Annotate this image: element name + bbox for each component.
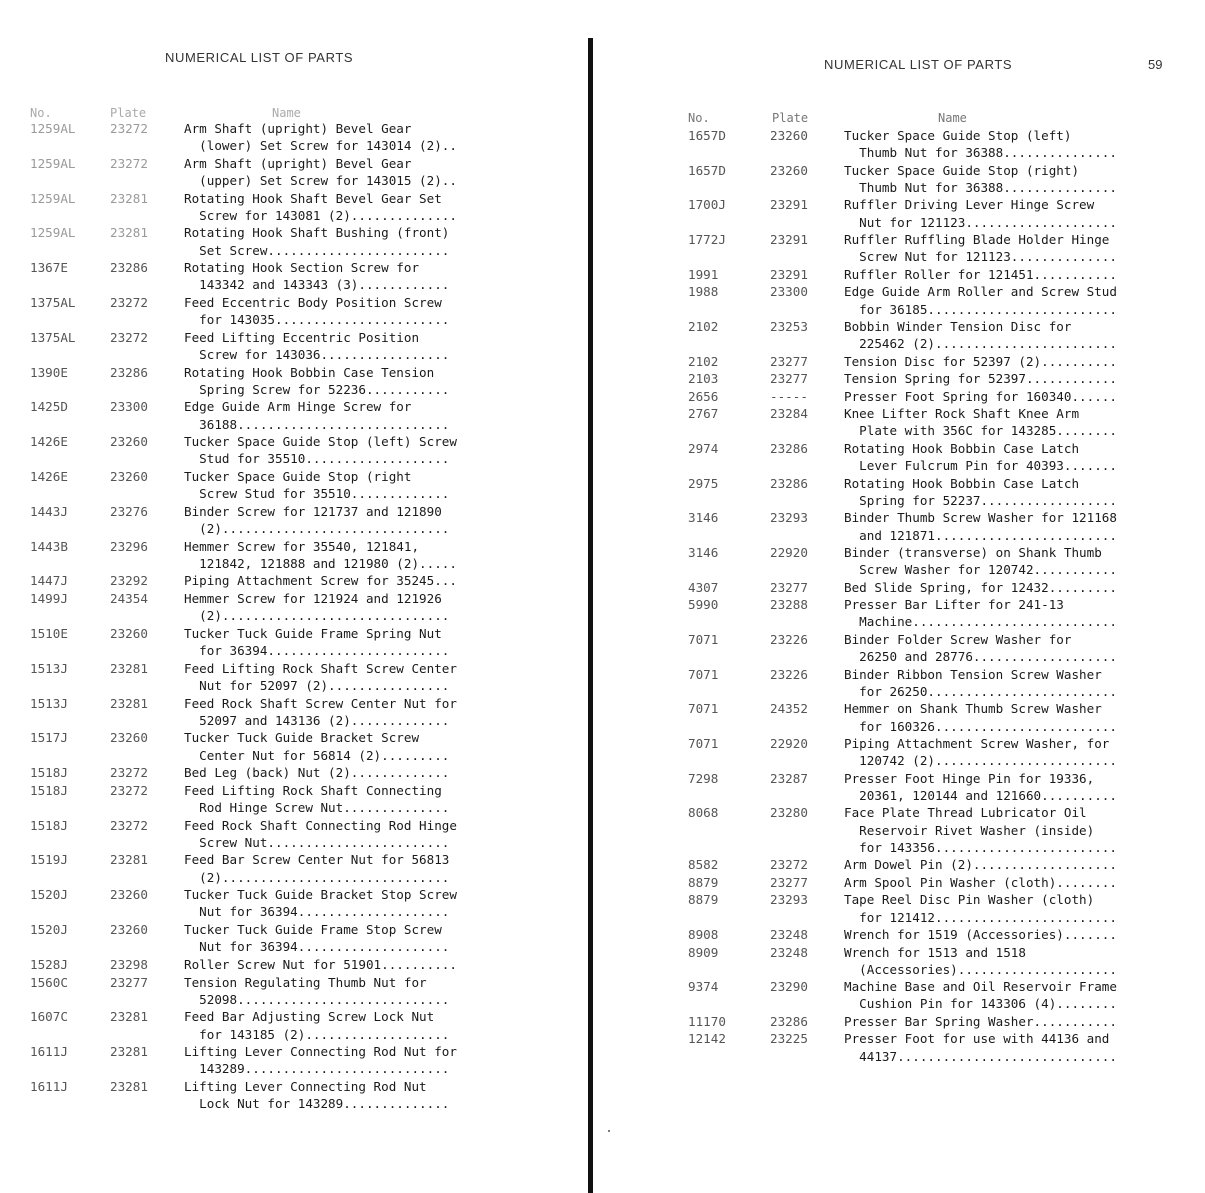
part-name: Ruffler Driving Lever Hinge Screw Nut for 121123....................	[844, 197, 1117, 230]
part-number: 2102	[688, 353, 719, 369]
part-name: Piping Attachment Screw Washer, for 120742 (2)........................	[844, 736, 1117, 769]
left-part-entry	[30, 921, 550, 955]
plate-number: 23260	[110, 730, 148, 746]
left-part-entry	[30, 294, 550, 328]
part-number: 5990	[688, 597, 719, 613]
part-number: 2974	[688, 440, 719, 456]
part-name: Lifting Lever Connecting Rod Nut for 143289...........................	[184, 1044, 457, 1077]
plate-number: -----	[770, 388, 808, 404]
plate-number: 23290	[770, 979, 808, 995]
part-name: Feed Bar Screw Center Nut for 56813 (2)..............................	[184, 852, 450, 885]
right-part-entry	[688, 283, 1188, 317]
right-part-entry	[688, 405, 1188, 439]
part-number: 1426E	[30, 469, 68, 484]
part-name: Feed Rock Shaft Screw Center Nut for 52097 and 143136 (2).............	[184, 695, 457, 728]
left-part-entry	[30, 729, 550, 763]
plate-number: 23281	[110, 1078, 148, 1094]
part-name: Machine Base and Oil Reservoir Frame Cushion Pin for 143306 (4)........	[844, 979, 1117, 1012]
right-part-entry	[688, 266, 1188, 283]
plate-number: 23293	[770, 892, 808, 908]
right-part-entry	[688, 1030, 1188, 1064]
part-name: Arm Spool Pin Washer (cloth)........	[844, 874, 1117, 890]
right-page	[596, 0, 1205, 1193]
right-part-entry	[688, 856, 1188, 873]
right-part-entry	[688, 127, 1188, 161]
part-number: 9374	[688, 979, 719, 995]
right-part-entry	[688, 944, 1188, 978]
part-number: 1513J	[30, 660, 68, 676]
part-number: 1607C	[30, 1009, 68, 1025]
plate-number: 23272	[110, 155, 148, 171]
part-name: Hemmer Screw for 35540, 121841, 121842, 121888 and 121980 (2).....	[184, 538, 457, 571]
part-number: 11170	[688, 1013, 726, 1029]
left-part-entry	[30, 259, 550, 293]
part-number: 8582	[688, 857, 719, 873]
part-name: Arm Dowel Pin (2)...................	[844, 857, 1117, 873]
part-number: 1390E	[30, 364, 68, 380]
left-part-entry	[30, 764, 550, 781]
left-part-entry	[30, 433, 550, 467]
plate-number: 23288	[770, 597, 808, 613]
part-name: Binder Screw for 121737 and 121890 (2)..............................	[184, 503, 450, 536]
part-name: Tucker Space Guide Stop (right) Thumb Nut for 36388...............	[844, 162, 1117, 195]
part-number: 1657D	[688, 162, 726, 178]
right-part-entry	[688, 370, 1188, 387]
right-part-entry	[688, 770, 1188, 804]
right-part-entry	[688, 440, 1188, 474]
part-name: Tucker Tuck Guide Frame Spring Nut for 36394........................	[184, 625, 450, 659]
part-number: 7071	[688, 736, 719, 751]
left-part-entry	[30, 503, 550, 537]
left-col-plate-header: Plate	[110, 106, 147, 120]
part-name: Feed Lifting Rock Shaft Connecting Rod Hinge Screw Nut..............	[184, 782, 450, 815]
page-number: 59	[1148, 57, 1163, 72]
part-number: 1259AL	[30, 190, 76, 206]
part-number: 3146	[688, 510, 719, 526]
plate-number: 23281	[110, 225, 148, 241]
page-spine	[588, 38, 593, 1193]
plate-number: 23300	[770, 284, 808, 300]
right-part-entry	[688, 475, 1188, 509]
part-name: Roller Screw Nut for 51901..........	[184, 956, 457, 972]
plate-number: 23272	[110, 817, 148, 833]
right-part-entry	[688, 631, 1188, 665]
plate-number: 23272	[110, 329, 148, 345]
part-name: Tape Reel Disc Pin Washer (cloth) for 121412........................	[844, 892, 1117, 925]
part-name: Bed Leg (back) Nut (2).............	[184, 765, 450, 781]
plate-number: 23272	[110, 121, 148, 136]
stray-mark	[608, 1130, 610, 1132]
part-number: 2102	[688, 319, 719, 334]
left-part-entry	[30, 468, 550, 502]
plate-number: 23260	[770, 128, 808, 143]
plate-number: 23291	[770, 232, 808, 248]
part-number: 1510E	[30, 625, 68, 641]
left-col-name-header: Name	[272, 106, 301, 120]
plate-number: 23300	[110, 399, 148, 415]
part-number: 1519J	[30, 852, 68, 868]
left-part-entry	[30, 190, 550, 224]
part-name: Presser Foot for use with 44136 and 44137.............................	[844, 1031, 1117, 1064]
part-number: 8909	[688, 944, 719, 960]
part-number: 1517J	[30, 730, 68, 746]
part-name: Rotating Hook Bobbin Case Tension Spring Screw for 52236...........	[184, 364, 450, 397]
part-name: Face Plate Thread Lubricator Oil Reservoir Rivet Washer (inside) for 143356........................	[844, 805, 1117, 855]
plate-number: 22920	[770, 736, 808, 751]
plate-number: 23287	[770, 770, 808, 786]
plate-number: 23260	[110, 469, 148, 484]
plate-number: 23260	[110, 625, 148, 641]
left-part-entry	[30, 590, 550, 624]
part-number: 1520J	[30, 887, 68, 903]
part-name: Bed Slide Spring, for 12432.........	[844, 579, 1117, 595]
plate-number: 23277	[770, 353, 808, 369]
plate-number: 23226	[770, 631, 808, 647]
part-name: Presser Bar Lifter for 241-13 Machine...........................	[844, 597, 1117, 630]
part-name: Knee Lifter Rock Shaft Knee Arm Plate with 356C for 143285........	[844, 406, 1117, 439]
left-part-entry	[30, 817, 550, 851]
part-name: Wrench for 1519 (Accessories).......	[844, 927, 1117, 942]
part-number: 8879	[688, 874, 719, 890]
part-name: Ruffler Ruffling Blade Holder Hinge Screw Nut for 121123..............	[844, 232, 1117, 265]
right-part-entry	[688, 891, 1188, 925]
part-number: 8908	[688, 927, 719, 942]
plate-number: 23260	[110, 922, 148, 937]
part-number: 7071	[688, 666, 719, 682]
part-name: Tucker Tuck Guide Frame Stop Screw Nut for 36394....................	[184, 922, 450, 955]
plate-number: 23260	[770, 162, 808, 178]
left-page	[0, 0, 588, 1193]
plate-number: 23291	[770, 266, 808, 282]
plate-number: 24352	[770, 701, 808, 717]
plate-number: 23292	[110, 573, 148, 589]
plate-number: 23281	[110, 660, 148, 676]
part-number: 7298	[688, 770, 719, 786]
right-part-entry	[688, 596, 1188, 630]
part-name: Piping Attachment Screw for 35245...	[184, 573, 457, 589]
plate-number: 23272	[110, 765, 148, 781]
left-part-entry	[30, 974, 550, 1008]
part-number: 2103	[688, 371, 719, 387]
part-name: Presser Bar Spring Washer...........	[844, 1013, 1117, 1029]
plate-number: 23286	[770, 440, 808, 456]
plate-number: 23281	[110, 695, 148, 711]
right-part-entry	[688, 666, 1188, 700]
right-part-entry	[688, 700, 1188, 734]
right-part-entry	[688, 353, 1188, 370]
right-part-entry	[688, 874, 1188, 891]
part-name: Binder Thumb Screw Washer for 121168 and 121871........................	[844, 510, 1117, 543]
part-name: Feed Lifting Rock Shaft Screw Center Nut for 52097 (2)................	[184, 660, 457, 693]
right-col-name-header: Name	[938, 111, 967, 125]
plate-number: 23276	[110, 503, 148, 519]
part-number: 1518J	[30, 782, 68, 798]
part-number: 1443B	[30, 538, 68, 554]
part-name: Rotating Hook Section Screw for 143342 and 143343 (3)............	[184, 260, 450, 293]
right-part-entry	[688, 231, 1188, 265]
part-name: Hemmer Screw for 121924 and 121926 (2)..............................	[184, 591, 450, 624]
left-part-entry	[30, 120, 550, 154]
right-part-entry	[688, 509, 1188, 543]
part-number: 1447J	[30, 573, 68, 589]
part-number: 1259AL	[30, 155, 76, 171]
plate-number: 23260	[110, 887, 148, 903]
part-name: Tension Regulating Thumb Nut for 52098............................	[184, 974, 450, 1007]
part-name: Feed Eccentric Body Position Screw for 143035.......................	[184, 295, 450, 328]
right-part-entry	[688, 978, 1188, 1012]
part-number: 1375AL	[30, 295, 76, 310]
plate-number: 23225	[770, 1031, 808, 1047]
part-number: 3146	[688, 545, 719, 560]
left-part-entry	[30, 364, 550, 398]
left-part-entry	[30, 660, 550, 694]
part-number: 1611J	[30, 1078, 68, 1094]
part-number: 1657D	[688, 128, 726, 143]
part-name: Tucker Space Guide Stop (right Screw Stud for 35510.............	[184, 469, 450, 502]
left-col-no-header: No.	[30, 106, 52, 120]
part-number: 1443J	[30, 503, 68, 519]
part-name: Rotating Hook Shaft Bushing (front) Set Screw........................	[184, 225, 450, 258]
part-number: 1988	[688, 284, 719, 300]
plate-number: 23281	[110, 190, 148, 206]
part-number: 1772J	[688, 232, 726, 248]
right-part-entry	[688, 735, 1188, 769]
part-number: 1259AL	[30, 121, 76, 136]
plate-number: 23277	[110, 974, 148, 990]
part-name: Arm Shaft (upright) Bevel Gear (lower) Set Screw for 143014 (2)..	[184, 121, 457, 154]
left-part-entry	[30, 956, 550, 973]
plate-number: 23248	[770, 944, 808, 960]
part-number: 1499J	[30, 591, 68, 607]
part-number: 1426E	[30, 434, 68, 450]
left-part-entry	[30, 695, 550, 729]
part-number: 1518J	[30, 765, 68, 781]
left-part-entry	[30, 224, 550, 258]
part-number: 1259AL	[30, 225, 76, 241]
left-part-entry	[30, 1043, 550, 1077]
plate-number: 23248	[770, 927, 808, 942]
plate-number: 22920	[770, 545, 808, 560]
left-part-entry	[30, 1008, 550, 1042]
left-page-header: NUMERICAL LIST OF PARTS	[165, 50, 354, 65]
part-name: Rotating Hook Bobbin Case Latch Lever Fulcrum Pin for 40393.......	[844, 440, 1117, 474]
plate-number: 23281	[110, 1009, 148, 1025]
plate-number: 23286	[770, 1013, 808, 1029]
part-name: Hemmer on Shank Thumb Screw Washer for 160326........................	[844, 701, 1117, 734]
part-name: Tension Spring for 52397............	[844, 371, 1117, 387]
part-name: Feed Rock Shaft Connecting Rod Hinge Screw Nut........................	[184, 817, 457, 850]
part-number: 7071	[688, 631, 719, 647]
right-part-entry	[688, 926, 1188, 943]
plate-number: 23286	[110, 260, 148, 276]
right-part-entry	[688, 388, 1188, 405]
plate-number: 23286	[110, 364, 148, 380]
right-part-entry	[688, 1013, 1188, 1030]
part-number: 1991	[688, 266, 719, 282]
left-part-entry	[30, 398, 550, 432]
plate-number: 23260	[110, 434, 148, 450]
part-number: 7071	[688, 701, 719, 717]
part-number: 1518J	[30, 817, 68, 833]
plate-number: 23291	[770, 197, 808, 213]
part-name: Binder Ribbon Tension Screw Washer for 26250.........................	[844, 666, 1117, 699]
right-part-entry	[688, 196, 1188, 230]
plate-number: 23280	[770, 805, 808, 821]
part-name: Ruffler Roller for 121451...........	[844, 266, 1117, 282]
plate-number: 23226	[770, 666, 808, 682]
left-part-entry	[30, 625, 550, 659]
part-number: 1700J	[688, 197, 726, 213]
part-name: Tucker Space Guide Stop (left) Thumb Nut for 36388...............	[844, 128, 1117, 161]
part-name: Bobbin Winder Tension Disc for 225462 (2)........................	[844, 319, 1117, 352]
left-part-entry	[30, 329, 550, 363]
part-name: Wrench for 1513 and 1518 (Accessories).....................	[844, 944, 1117, 977]
plate-number: 23296	[110, 538, 148, 554]
plate-number: 23272	[770, 857, 808, 873]
plate-number: 23298	[110, 956, 148, 972]
plate-number: 23253	[770, 319, 808, 334]
plate-number: 23284	[770, 406, 808, 422]
plate-number: 23281	[110, 852, 148, 868]
right-page-header: NUMERICAL LIST OF PARTS	[824, 57, 1013, 72]
plate-number: 23277	[770, 874, 808, 890]
part-number: 1425D	[30, 399, 68, 415]
part-number: 4307	[688, 579, 719, 595]
part-name: Presser Foot Hinge Pin for 19336, 20361, 120144 and 121660..........	[844, 770, 1117, 803]
part-number: 8879	[688, 892, 719, 908]
part-number: 2767	[688, 406, 719, 422]
part-number: 1375AL	[30, 329, 76, 345]
part-name: Tension Disc for 52397 (2)..........	[844, 353, 1117, 369]
part-name: Arm Shaft (upright) Bevel Gear (upper) Set Screw for 143015 (2)..	[184, 155, 457, 188]
part-number: 8068	[688, 805, 719, 821]
plate-number: 23281	[110, 1044, 148, 1060]
plate-number: 23277	[770, 579, 808, 595]
part-name: Binder Folder Screw Washer for 26250 and 28776...................	[844, 631, 1117, 665]
plate-number: 23272	[110, 295, 148, 310]
part-number: 1528J	[30, 956, 68, 972]
part-name: Tucker Tuck Guide Bracket Screw Center Nut for 56814 (2).........	[184, 730, 450, 763]
left-part-entry	[30, 851, 550, 885]
left-part-entry	[30, 886, 550, 920]
right-part-entry	[688, 804, 1188, 856]
part-name: Rotating Hook Shaft Bevel Gear Set Screw for 143081 (2)..............	[184, 190, 457, 223]
right-col-no-header: No.	[688, 111, 710, 125]
left-part-entry	[30, 782, 550, 816]
part-number: 12142	[688, 1031, 726, 1047]
right-col-plate-header: Plate	[772, 111, 809, 125]
right-part-entry	[688, 162, 1188, 196]
plate-number: 24354	[110, 591, 148, 607]
right-part-entry	[688, 318, 1188, 352]
left-part-entry	[30, 572, 550, 589]
right-part-entry	[688, 544, 1188, 578]
plate-number: 23293	[770, 510, 808, 526]
part-name: Tucker Space Guide Stop (left) Screw Stud for 35510...................	[184, 434, 457, 467]
part-number: 2975	[688, 475, 719, 491]
part-number: 1611J	[30, 1044, 68, 1060]
part-name: Edge Guide Arm Hinge Screw for 36188............................	[184, 399, 450, 432]
left-part-entry	[30, 155, 550, 189]
part-number: 1367E	[30, 260, 68, 276]
part-number: 1513J	[30, 695, 68, 711]
plate-number: 23277	[770, 371, 808, 387]
part-name: Feed Bar Adjusting Screw Lock Nut for 143185 (2)...................	[184, 1009, 450, 1042]
left-part-entry	[30, 538, 550, 572]
part-number: 1560C	[30, 974, 68, 990]
left-part-entry	[30, 1078, 550, 1112]
plate-number: 23272	[110, 782, 148, 798]
part-name: Rotating Hook Bobbin Case Latch Spring for 52237..................	[844, 475, 1117, 508]
right-part-entry	[688, 579, 1188, 596]
part-name: Tucker Tuck Guide Bracket Stop Screw Nut for 36394....................	[184, 887, 457, 920]
part-name: Lifting Lever Connecting Rod Nut Lock Nut for 143289..............	[184, 1078, 450, 1112]
part-name: Edge Guide Arm Roller and Screw Stud for 36185.........................	[844, 284, 1117, 317]
part-number: 2656	[688, 388, 719, 404]
part-name: Binder (transverse) on Shank Thumb Screw Washer for 120742...........	[844, 545, 1117, 578]
part-name: Presser Foot Spring for 160340......	[844, 388, 1117, 404]
plate-number: 23286	[770, 475, 808, 491]
part-name: Feed Lifting Eccentric Position Screw for 143036.................	[184, 329, 450, 362]
part-number: 1520J	[30, 922, 68, 937]
